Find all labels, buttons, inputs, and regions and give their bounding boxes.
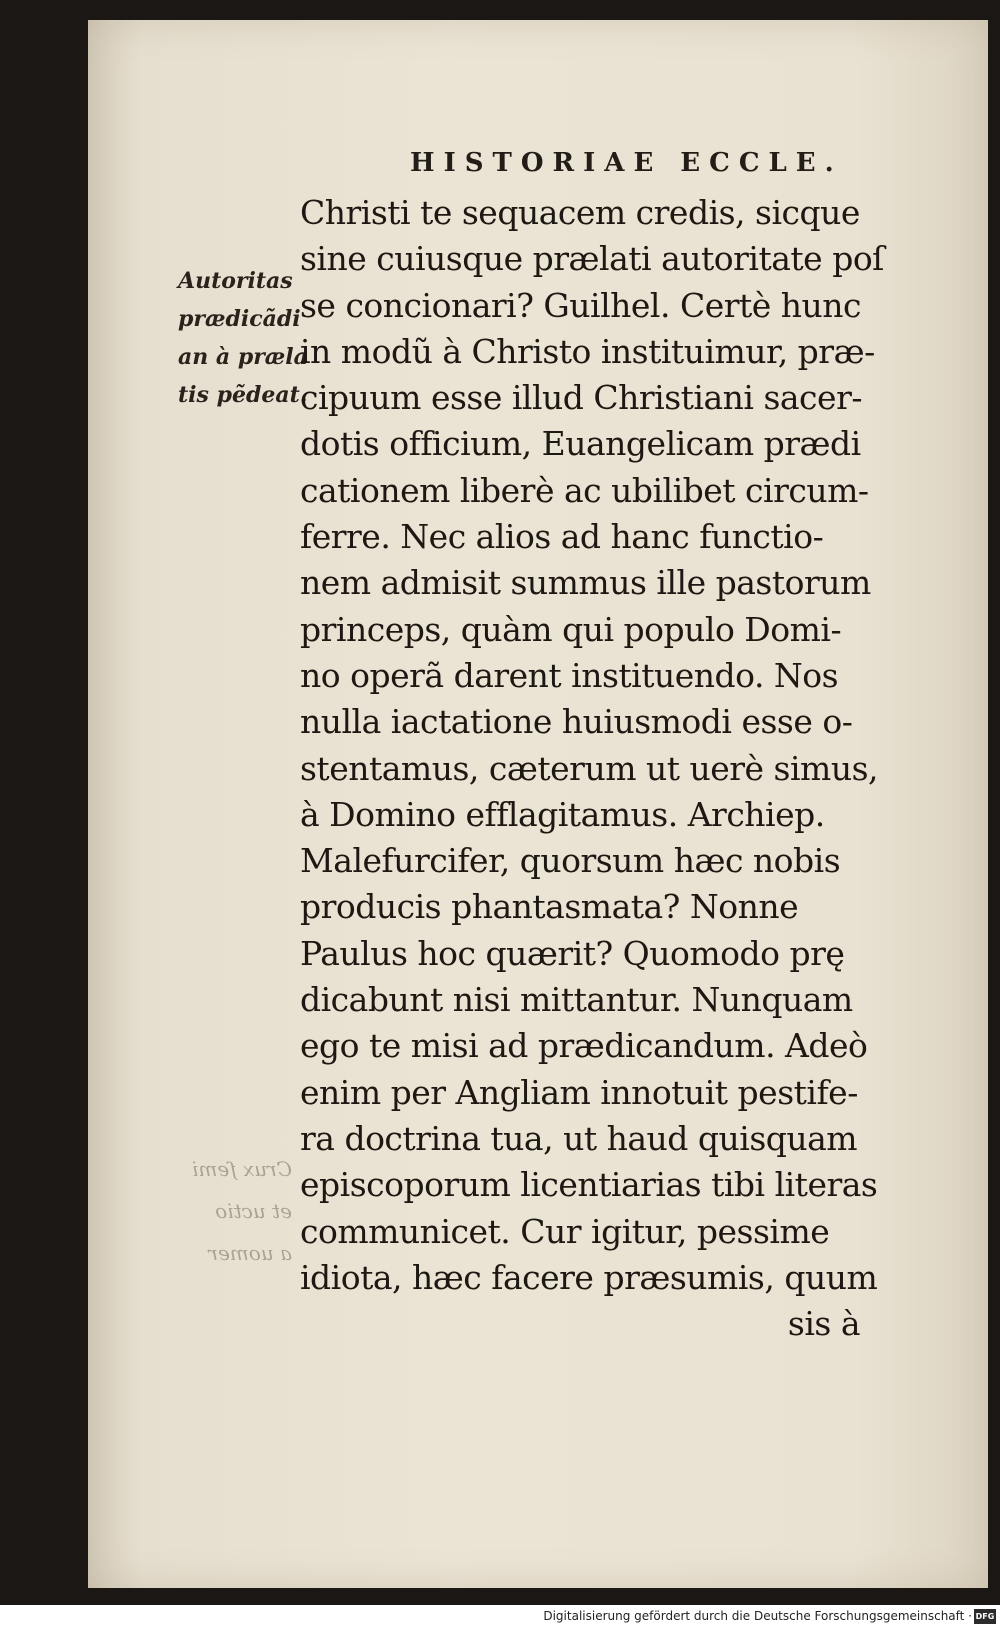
- text-line: ego te misi ad prædicandum. Adeò: [300, 1026, 868, 1066]
- bleed-through-line: Crux ſemi: [192, 1157, 292, 1181]
- text-line: dotis officium, Euangelicam prædi: [300, 424, 861, 464]
- text-line: episcoporum licentiarias tibi literas: [300, 1165, 878, 1205]
- text-line: ferre. Nec alios ad hanc functio-: [300, 517, 824, 557]
- text-line: cipuum esse illud Christiani sacer-: [300, 378, 862, 418]
- bleed-through-line: a uomer: [208, 1241, 292, 1265]
- text-line: nulla iactatione huiusmodi esse o-: [300, 702, 853, 742]
- catchword-line: sis à: [787, 1304, 860, 1344]
- text-line: idiota, hæc facere præsumis, quum: [300, 1257, 878, 1297]
- marginal-note-line: tis pẽdeat.: [178, 382, 308, 408]
- funding-credit: Digitalisierung gefördert durch die Deutsche Forschungsgemeinschaft ·: [543, 1609, 972, 1623]
- body-text: [300, 190, 970, 1347]
- digitization-footer: [0, 1605, 1000, 1629]
- text-line: communicet. Cur igitur, pessime: [300, 1211, 830, 1251]
- running-head: HISTORIAE ECCLE.: [410, 148, 843, 178]
- text-line: stentamus, cæterum ut uerè simus,: [300, 748, 879, 788]
- bleed-through-line: et uctio: [215, 1199, 292, 1223]
- text-line: se concionari? Guilhel. Certè hunc: [300, 285, 862, 325]
- text-line: sine cuiusque prælati autoritate poſ: [300, 239, 884, 279]
- text-line: ra doctrina tua, ut haud quisquam: [300, 1118, 858, 1158]
- marginal-note-line: prædicãdi: [178, 306, 301, 332]
- text-line: Malefurcifer, quorsum hæc nobis: [300, 841, 841, 881]
- text-line: à Domino efflagitamus. Archiep.: [300, 794, 825, 834]
- text-line: enim per Angliam innotuit pestife-: [300, 1072, 858, 1112]
- text-line: Christi te sequacem credis, sicque: [300, 193, 860, 232]
- dfg-logo-icon: DFG: [974, 1609, 996, 1624]
- text-line: producis phantasmata? Nonne: [300, 887, 799, 927]
- text-line: cationem liberè ac ubilibet circum-: [300, 470, 869, 510]
- text-line: no operã darent instituendo. Nos: [300, 655, 839, 695]
- text-line: dicabunt nisi mittantur. Nunquam: [300, 980, 853, 1020]
- bleed-through-text: [142, 1148, 292, 1274]
- text-line: in modũ à Christo instituimur, præ-: [300, 331, 875, 371]
- marginal-note-line: Autoritas: [178, 268, 293, 294]
- text-line: nem admisit summus ille pastorum: [300, 563, 871, 603]
- text-line: princeps, quàm qui populo Domi-: [300, 609, 842, 649]
- text-line: Paulus hoc quærit? Quomodo prę: [300, 933, 845, 973]
- marginal-note-line: an à præla: [178, 344, 308, 370]
